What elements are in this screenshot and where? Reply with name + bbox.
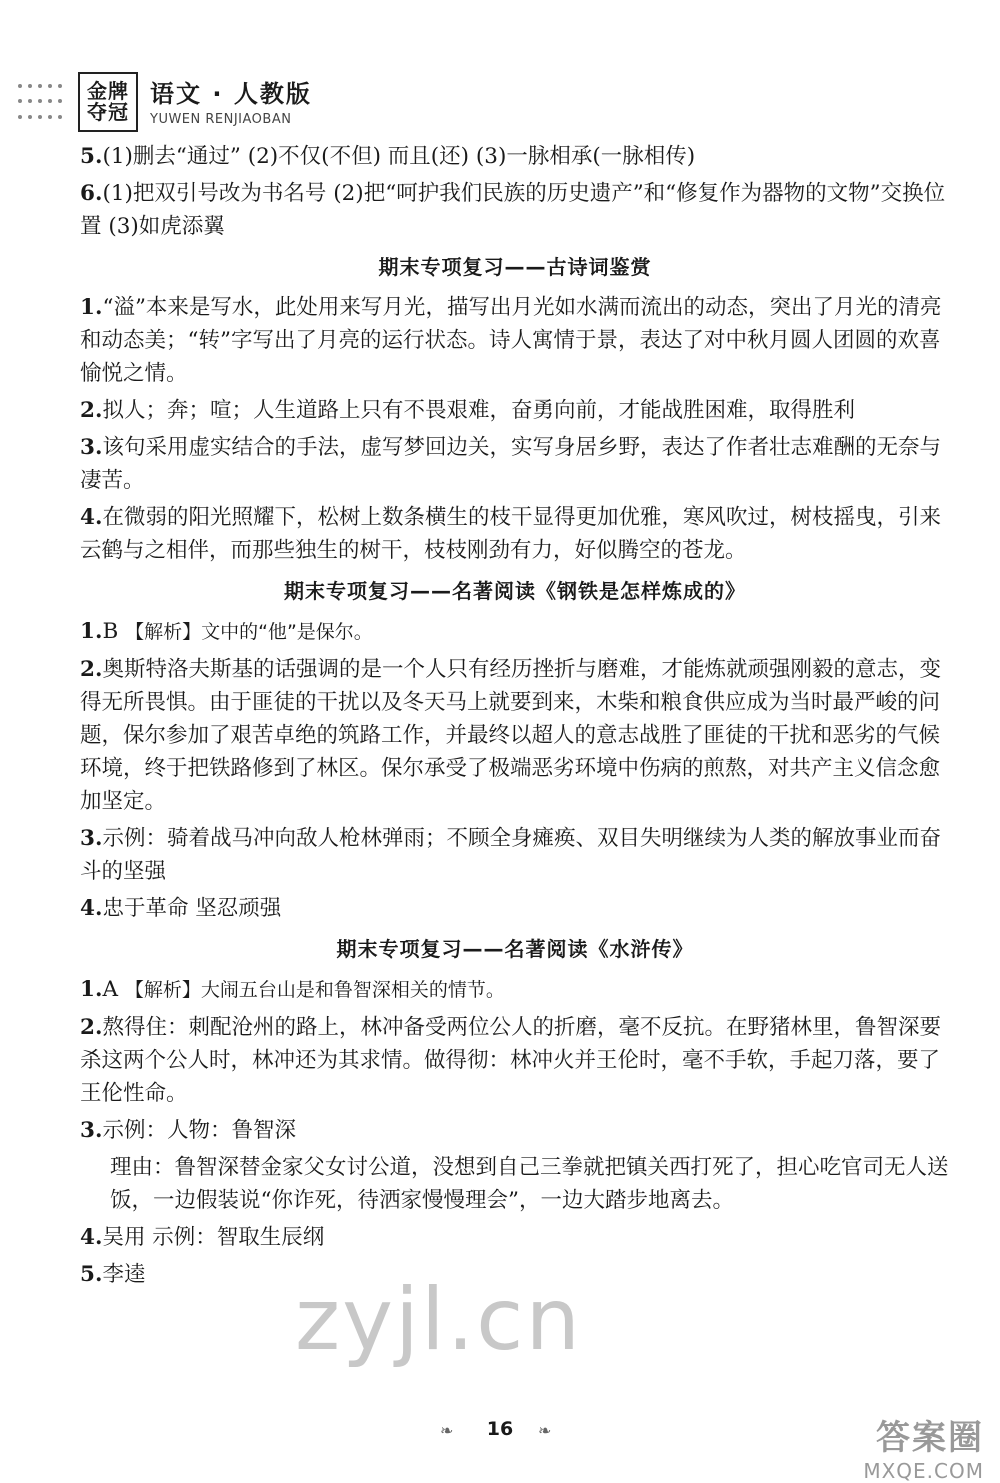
item-text: 在微弱的阳光照耀下，松树上数条横生的枝干显得更加优雅，寒风吹过，树枝摇曳，引来云鹤与之相伴，而那些独生的树干，枝枝刚劲有力，好似腾空的苍龙。: [80, 505, 941, 563]
item-text: 吴用 示例：智取生辰纲: [102, 1225, 325, 1250]
book-subtitle: YUWEN RENJIAOBAN: [150, 112, 292, 127]
section-heading: 期末专项复习——古诗词鉴赏: [378, 255, 652, 279]
item-text: 李逵: [102, 1262, 146, 1287]
corner-watermark-url: MXQE.COM: [863, 1459, 984, 1483]
answer-item: [80, 394, 950, 427]
item-number: 3.: [80, 1118, 103, 1143]
item-text: 理由：鲁智深替金家父女讨公道，没想到自己三拳就把镇关西打死了，担心吃官司无人送饭，一边假装说“你诈死，待洒家慢慢理会”，一边大踏步地离去。: [110, 1155, 949, 1213]
item-text: 该句采用虚实结合的手法，虚写梦回边关，实写身居乡野，表达了作者壮志难酬的无奈与凄苦。: [80, 435, 941, 493]
item-number: 3.: [80, 826, 103, 851]
section-heading: 期末专项复习——名著阅读《钢铁是怎样炼成的》: [284, 579, 746, 603]
item-number: 1.: [80, 619, 103, 644]
item-number: 2.: [80, 657, 103, 682]
corner-watermark: [863, 1410, 984, 1483]
item-number: 2.: [80, 1015, 103, 1040]
item-number: 6.: [80, 181, 103, 206]
item-text: B: [102, 619, 126, 644]
item-number: 4.: [80, 505, 103, 530]
answer-item: [80, 615, 950, 649]
logo-line-1: 金牌: [87, 79, 129, 103]
item-text: 奥斯特洛夫斯基的话强调的是一个人只有经历挫折与磨难，才能炼就顽强刚毅的意志，变得无所畏惧。由于匪徒的干扰以及冬天马上就要到来，木柴和粮食供应成为当时最严峻的问题，保尔参加了艰苦卓绝的筑路工作，并最终以超人的意志战胜了匪徒的干扰和恶劣的气候环境，终于把铁路修到了林区。保尔承受了极端恶劣环境中伤病的煎熬，对共产主义信念愈加坚定。: [80, 657, 941, 814]
logo-line-2: 夺冠: [87, 100, 129, 124]
leaf-right-icon: ❧: [538, 1421, 552, 1440]
item-number: 5.: [80, 1262, 103, 1287]
answer-content: [80, 140, 950, 1295]
answer-item: [80, 822, 950, 888]
section-heading: 期末专项复习——名著阅读《水浒传》: [336, 937, 694, 961]
item-text: (1)把双引号改为书名号 (2)把“呵护我们民族的历史遗产”和“修复作为器物的文物”交换位置 (3)如虎添翼: [80, 181, 946, 239]
analysis-note: 【解析】文中的“他”是保尔。: [125, 621, 373, 643]
answer-item: [80, 431, 950, 497]
answer-item: [80, 177, 950, 243]
item-number: 4.: [80, 896, 103, 921]
page-footer: [0, 1240, 1000, 1483]
answer-item: [80, 1011, 950, 1110]
book-title: 语文 · 人教版: [150, 80, 312, 108]
page-number: 16: [486, 1418, 514, 1440]
answer-item: [80, 892, 950, 925]
item-text: 示例：人物：鲁智深: [102, 1118, 296, 1143]
decorative-dots: [18, 84, 66, 124]
answer-item: [80, 653, 950, 818]
item-number: 3.: [80, 435, 103, 460]
item-text: 忠于革命 坚忍顽强: [102, 896, 282, 921]
item-number: 1.: [80, 977, 103, 1002]
answer-item: [80, 140, 950, 173]
item-number: 4.: [80, 1225, 103, 1250]
page-header: [0, 0, 1000, 140]
answer-item: [80, 1114, 950, 1147]
item-text: 拟人；奔；喧；人生道路上只有不畏艰难，奋勇向前，才能战胜困难，取得胜利: [102, 398, 855, 423]
item-text: “溢”本来是写水，此处用来写月光，描写出月光如水满而流出的动态，突出了月光的清亮和动态美；“转”字写出了月亮的运行状态。诗人寓情于景，表达了对中秋月圆人团圆的欢喜愉悦之情。: [80, 295, 942, 386]
leaf-left-icon: ❧: [440, 1421, 454, 1440]
corner-watermark-title: 答案圈: [876, 1418, 984, 1458]
item-text: (1)删去“通过” (2)不仅(不但) 而且(还) (3)一脉相承(一脉相传): [102, 144, 696, 169]
answer-item: [80, 291, 950, 390]
item-text: 示例：骑着战马冲向敌人枪林弹雨；不顾全身瘫痪、双目失明继续为人类的解放事业而奋斗的坚强: [80, 826, 941, 884]
item-number: 2.: [80, 398, 103, 423]
brand-logo: [78, 72, 138, 132]
item-number: 5.: [80, 144, 103, 169]
item-text: 熬得住：刺配沧州的路上，林冲备受两位公人的折磨，毫不反抗。在野猪林里，鲁智深要杀这两个公人时，林冲还为其求情。做得彻：林冲火并王伦时，毫不手软，手起刀落，要了王伦性命。: [80, 1015, 941, 1106]
answer-item: [80, 501, 950, 567]
watermark: zyjl.cn: [295, 1270, 582, 1370]
item-text: A: [102, 977, 125, 1002]
answer-item: [80, 973, 950, 1007]
item-number: 1.: [80, 295, 103, 320]
analysis-note: 【解析】大闹五台山是和鲁智深相关的情节。: [124, 979, 505, 1001]
answer-continuation: [80, 1151, 950, 1217]
